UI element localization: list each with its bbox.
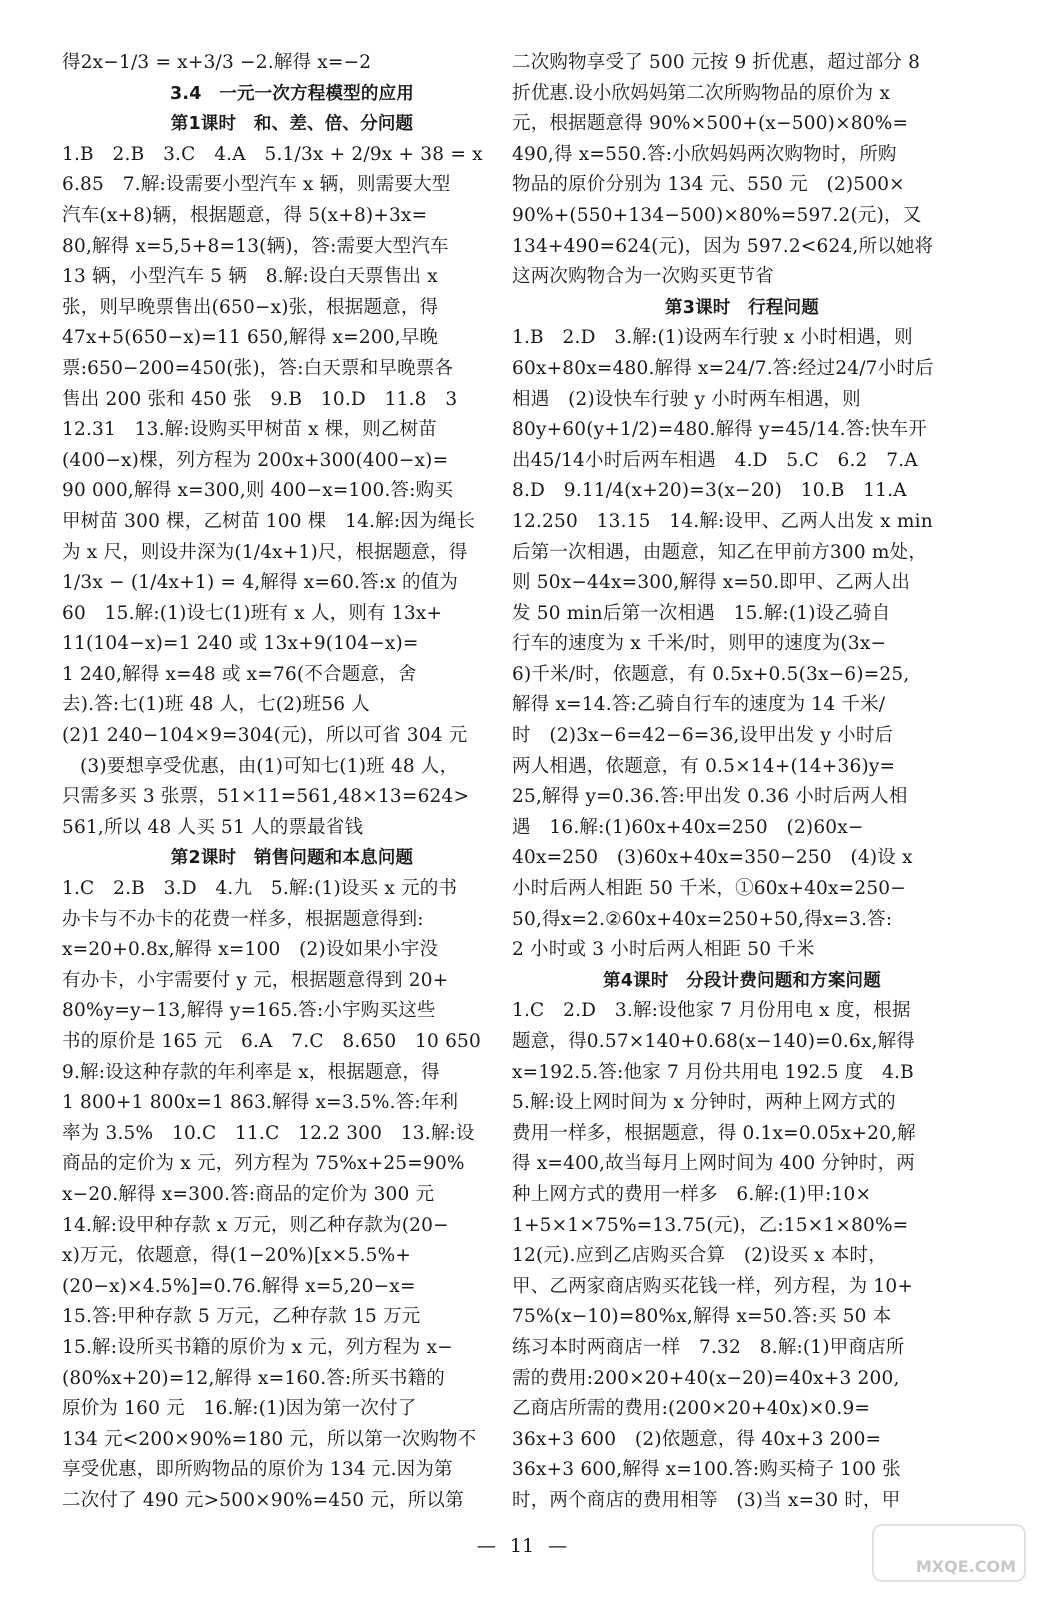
text-line: 1+5×1×75%=13.75(元)，乙:15×1×80%= bbox=[512, 1214, 909, 1236]
text-line: 134+490=624(元)，因为 597.2<624,所以她将 bbox=[512, 235, 934, 257]
text-line: 甲树苗 300 棵，乙树苗 100 棵 14.解:因为绳长 bbox=[62, 510, 476, 532]
text-line: 80%y=y−13,解得 y=165.答:小宇购买这些 bbox=[62, 1000, 436, 1022]
text-line: 遇 16.解:(1)60x+40x=250 (2)60x− bbox=[512, 816, 864, 838]
section-heading: 第1课时 和、差、倍、分问题 bbox=[170, 114, 414, 135]
text-line: 90%+(550+134−500)×80%=597.2(元)，又 bbox=[512, 204, 922, 226]
text-line: 票:650−200=450(张)，答:白天票和早晚票各 bbox=[62, 357, 454, 379]
text-line: 相遇 (2)设快车行驶 y 小时两车相遇，则 bbox=[512, 388, 861, 410]
text-line: 12(元).应到乙店购买合算 (2)设买 x 本时， bbox=[512, 1245, 887, 1267]
text-line: 出45/14小时后两车相遇 4.D 5.C 6.2 7.A bbox=[512, 449, 918, 471]
text-line: 12.250 13.15 14.解:设甲、乙两人出发 x min bbox=[512, 510, 933, 532]
text-line: 汽车(x+8)辆，根据题意，得 5(x+8)+3x= bbox=[62, 204, 428, 226]
text-line: 90 000,解得 x=300,则 400−x=100.答:购买 bbox=[62, 480, 454, 502]
text-line: 享受优惠，即所购物品的原价为 134 元.因为第 bbox=[62, 1459, 453, 1481]
text-line: 则 50x−44x=300,解得 x=50.即甲、乙两人出 bbox=[512, 572, 911, 594]
text-line: 解得 x=14.答:乙骑自行车的速度为 14 千米/ bbox=[512, 694, 886, 716]
text-line: 需的费用:200×20+40(x−20)=40x+3 200, bbox=[512, 1367, 900, 1389]
text-line: 得2x−1/3 = x+3/3 −2.解得 x=−2 bbox=[62, 52, 372, 73]
text-line: 6)千米/时，依题意，有 0.5x+0.5(3x−6)=25, bbox=[512, 663, 910, 685]
text-line: 物品的原价分别为 134 元、550 元 (2)500× bbox=[512, 174, 905, 196]
text-line: 时，两个商店的费用相等 (3)当 x=30 时，甲 bbox=[512, 1489, 901, 1511]
text-line: 1 240,解得 x=48 或 x=76(不合题意，舍 bbox=[62, 663, 417, 685]
text-line: x=192.5.答:他家 7 月份共用电 192.5 度 4.B bbox=[512, 1061, 914, 1083]
text-line: 40x=250 (3)60x+40x=350−250 (4)设 x bbox=[512, 847, 913, 869]
text-line: 80y+60(y+1/2)=480.解得 y=45/14.答:快车开 bbox=[512, 419, 927, 441]
watermark-text: MXQE.COM bbox=[915, 1557, 1016, 1576]
text-line: (400−x)棵，列方程为 200x+300(400−x)= bbox=[62, 449, 449, 471]
text-line: 折优惠.设小欣妈妈第二次所购物品的原价为 x bbox=[512, 82, 891, 104]
text-line: 时 (2)3x−6=42−6=36,设甲出发 y 小时后 bbox=[512, 725, 894, 747]
text-line: 561,所以 48 人买 51 人的票最省钱 bbox=[62, 816, 364, 838]
text-line: 15.答:甲种存款 5 万元，乙种存款 15 万元 bbox=[62, 1306, 421, 1328]
text-line: (20−x)×4.5%]=0.76.解得 x=5,20−x= bbox=[62, 1275, 416, 1297]
text-line: 60 15.解:(1)设七(1)班有 x 人，则有 13x+ bbox=[62, 602, 443, 624]
text-line: 47x+5(650−x)=11 650,解得 x=200,早晚 bbox=[62, 327, 439, 349]
watermark-logo bbox=[872, 1524, 1026, 1582]
text-line: 50,得x=2.②60x+40x=250+50,得x=3.答: bbox=[512, 908, 893, 930]
text-line: 售出 200 张和 450 张 9.B 10.D 11.8 3 bbox=[62, 388, 458, 410]
text-line: 14.解:设甲种存款 x 万元，则乙种存款为(20− bbox=[62, 1214, 449, 1236]
right-column bbox=[512, 48, 972, 1517]
text-line: 9.解:设这种存款的年利率是 x，根据题意，得 bbox=[62, 1061, 440, 1083]
text-line: 8.D 9.11/4(x+20)=3(x−20) 10.B 11.A bbox=[512, 480, 907, 502]
text-line: 元，根据题意得 90%×500+(x−500)×80%= bbox=[512, 113, 909, 135]
text-line: 题意，得0.57×140+0.68(x−140)=0.6x,解得 bbox=[512, 1031, 916, 1052]
text-line: 二次购物享受了 500 元按 9 折优惠，超过部分 8 bbox=[512, 52, 921, 73]
text-line: 两人相遇，依题意，有 0.5×14+(14+36)y= bbox=[512, 755, 896, 777]
text-line: 12.31 13.解:设购买甲树苗 x 棵，则乙树苗 bbox=[62, 419, 438, 441]
text-line: x=20+0.8x,解得 x=100 (2)设如果小宇没 bbox=[62, 939, 439, 961]
left-column bbox=[62, 48, 522, 1517]
text-line: (80%x+20)=12,解得 x=160.答:所买书籍的 bbox=[62, 1367, 445, 1389]
text-line: (3)要想享受优惠，由(1)可知七(1)班 48 人， bbox=[80, 755, 459, 777]
text-line: 乙商店所需的费用:(200×20+40x)×0.9= bbox=[512, 1398, 871, 1420]
text-line: 1.B 2.B 3.C 4.A 5.1/3x + 2/9x + 38 = x bbox=[62, 143, 483, 165]
text-line: 1.C 2.D 3.解:设他家 7 月份用电 x 度，根据 bbox=[512, 1000, 911, 1022]
text-line: 张，则早晚票售出(650−x)张，根据题意，得 bbox=[62, 296, 439, 318]
text-line: 80,解得 x=5,5+8=13(辆)，答:需要大型汽车 bbox=[62, 235, 449, 257]
text-line: 1.C 2.B 3.D 4.九 5.解:(1)设买 x 元的书 bbox=[62, 878, 458, 900]
text-line: 36x+3 600,解得 x=100.答:购买椅子 100 张 bbox=[512, 1459, 901, 1481]
section-heading: 3.4 一元一次方程模型的应用 bbox=[169, 83, 414, 104]
text-line: 2 小时或 3 小时后两人相距 50 千米 bbox=[512, 939, 815, 961]
text-line: 原价为 160 元 16.解:(1)因为第一次付了 bbox=[62, 1398, 417, 1420]
text-line: 1 800+1 800x=1 863.解得 x=3.5%.答:年利 bbox=[62, 1092, 459, 1114]
text-line: 这两次购物合为一次购买更节省 bbox=[512, 266, 774, 288]
text-line: 5.解:设上网时间为 x 分钟时，两种上网方式的 bbox=[512, 1092, 896, 1114]
text-line: 134 元<200×90%=180 元，所以第一次购物不 bbox=[62, 1428, 477, 1450]
text-line: 行车的速度为 x 千米/时，则甲的速度为(3x− bbox=[512, 633, 887, 655]
text-line: 13 辆，小型汽车 5 辆 8.解:设白天票售出 x bbox=[62, 266, 438, 288]
text-line: 种上网方式的费用一样多 6.解:(1)甲:10× bbox=[512, 1183, 872, 1205]
section-heading: 第2课时 销售问题和本息问题 bbox=[170, 848, 414, 869]
text-line: 后第一次相遇，由题意，知乙在甲前方300 m处， bbox=[512, 541, 928, 563]
text-line: 为 x 尺，则设井深为(1/4x+1)尺，根据题意，得 bbox=[62, 541, 468, 563]
text-line: 率为 3.5% 10.C 11.C 12.2 300 13.解:设 bbox=[62, 1122, 475, 1144]
text-line: 商品的定价为 x 元，列方程为 75%x+25=90% bbox=[62, 1153, 465, 1175]
text-line: 二次付了 490 元>500×90%=450 元，所以第 bbox=[62, 1489, 464, 1511]
text-line: 6.85 7.解:设需要小型汽车 x 辆，则需要大型 bbox=[62, 174, 451, 196]
text-line: x)万元，依题意，得(1−20%)[x×5.5%+ bbox=[62, 1245, 412, 1267]
text-line: 75%(x−10)=80%x,解得 x=50.答:买 50 本 bbox=[512, 1306, 892, 1328]
text-line: 甲、乙两家商店购买花钱一样，列方程，为 10+ bbox=[512, 1275, 914, 1297]
page-number: — 11 — bbox=[0, 1535, 1044, 1557]
text-line: 11(104−x)=1 240 或 13x+9(104−x)= bbox=[62, 633, 419, 655]
text-line: 有办卡，小宇需要付 y 元，根据题意得到 20+ bbox=[62, 969, 449, 991]
text-line: 费用一样多，根据题意，得 0.1x=0.05x+20,解 bbox=[512, 1122, 916, 1144]
text-line: 练习本时两商店一样 7.32 8.解:(1)甲商店所 bbox=[512, 1336, 905, 1358]
text-line: 书的原价是 165 元 6.A 7.C 8.650 10 650 bbox=[62, 1031, 481, 1052]
text-line: 发 50 min后第一次相遇 15.解:(1)设乙骑自 bbox=[512, 602, 891, 624]
text-line: 办卡与不办卡的花费一样多，根据题意得到: bbox=[62, 908, 424, 930]
text-line: 只需多买 3 张票，51×11=561,48×13=624> bbox=[62, 786, 470, 808]
text-line: x−20.解得 x=300.答:商品的定价为 300 元 bbox=[62, 1183, 435, 1205]
text-line: 60x+80x=480.解得 x=24/7.答:经过24/7小时后 bbox=[512, 357, 934, 379]
text-line: (2)1 240−104×9=304(元)，所以可省 304 元 bbox=[62, 725, 468, 747]
text-line: 36x+3 600 (2)依题意，得 40x+3 200= bbox=[512, 1428, 882, 1450]
text-line: 1/3x − (1/4x+1) = 4,解得 x=60.答:x 的值为 bbox=[62, 572, 459, 594]
section-heading: 第4课时 分段计费问题和方案问题 bbox=[603, 970, 881, 991]
text-line: 得 x=400,故当每月上网时间为 400 分钟时，两 bbox=[512, 1153, 915, 1175]
text-line: 小时后两人相距 50 千米，①60x+40x=250− bbox=[512, 878, 906, 900]
text-line: 490,得 x=550.答:小欣妈妈两次购物时，所购 bbox=[512, 143, 897, 165]
text-line: 25,解得 y=0.36.答:甲出发 0.36 小时后两人相 bbox=[512, 786, 908, 808]
text-line: 15.解:设所买书籍的原价为 x 元，列方程为 x− bbox=[62, 1336, 453, 1358]
text-line: 1.B 2.D 3.解:(1)设两车行驶 x 小时相遇，则 bbox=[512, 327, 913, 349]
section-heading: 第3课时 行程问题 bbox=[665, 297, 819, 318]
text-line: 去).答:七(1)班 48 人，七(2)班56 人 bbox=[62, 694, 370, 716]
